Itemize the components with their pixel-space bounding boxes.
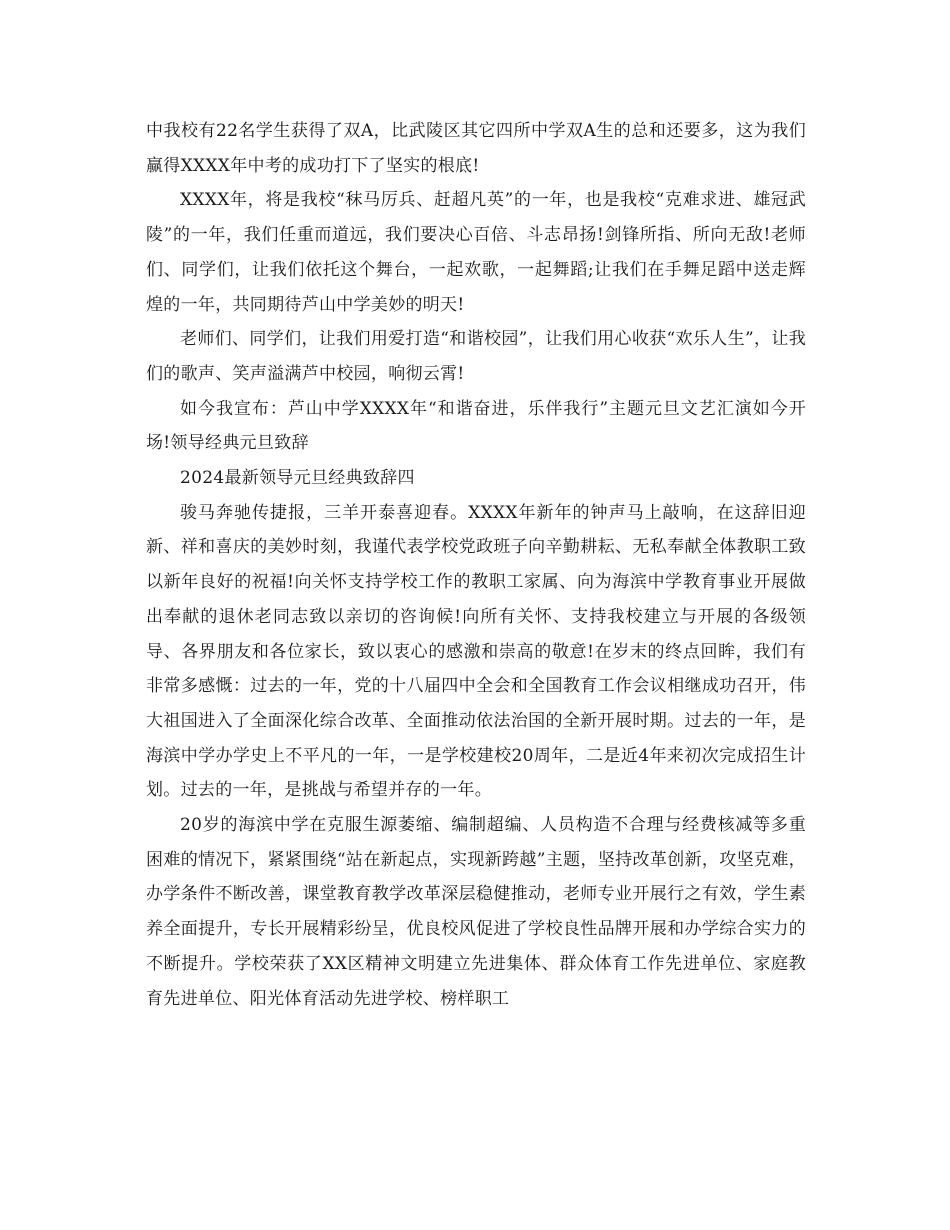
paragraph-announcement: 如今我宣布：芦山中学XXXX年“和谐奋进，乐伴我行”主题元旦文艺汇演如今开场!领导经典元旦致辞 — [146, 398, 806, 454]
paragraph-harmony-campus: 老师们、同学们，让我们用爱打造“和谐校园”，让我们用心收获“欢乐人生”，让我们的歌声、笑声溢满芦中校园，响彻云霄! — [146, 329, 806, 384]
section-title: 2024最新领导元旦经典致辞四 — [180, 468, 415, 489]
paragraph-next-year: XXXX年，将是我校“秣马厉兵、赶超凡英”的一年，也是我校“克难求进、雄冠武陵”的一年，我们任重而道远，我们要决心百倍、斗志昂扬!剑锋所指、所向无敌!老师们、同学们，让我们依托这个舞台，一起欢歌，一起舞蹈;让我们在手舞足蹈中送走辉煌的一年，共同期待芦山中学美妙的明天! — [146, 190, 806, 315]
paragraph-continuation: 中我校有22名学生获得了双A，比武陵区其它四所中学双A生的总和还要多，这为我们赢得XXXX年中考的成功打下了坚实的根底! — [146, 121, 806, 176]
paragraph-school-achievements: 20岁的海滨中学在克服生源萎缩、编制超编、人员构造不合理与经费核减等多重困难的情况下，紧紧围绕“站在新起点，实现新跨越”主题，坚持改革创新，攻坚克难，办学条件不断改善，课堂教育教学改革深层稳健推动，老师专业开展行之有效，学生素养全面提升，专长开展精彩纷呈，优良校风促进了学校良性品牌开展和办学综合实力的不断提升。学校荣获了XX区精神文明建立先进集体、群众体育工作先进单位、家庭教育先进单位、阳光体育活动先进学校、榜样职工 — [146, 815, 806, 1009]
document-body — [146, 114, 806, 1016]
paragraph-new-year-greeting: 骏马奔驰传捷报，三羊开泰喜迎春。XXXX年新年的钟声马上敲响，在这辞旧迎新、祥和喜庆的美妙时刻，我谨代表学校党政班子向辛勤耕耘、无私奉献全体教职工致以新年良好的祝福!向关怀支持学校工作的教职工家属、向为海滨中学教育事业开展做出奉献的退休老同志致以亲切的咨询候!向所有关怀、支持我校建立与开展的各级领导、各界朋友和各位家长，致以衷心的感激和崇高的敬意!在岁末的终点回眸，我们有非常多感慨：过去的一年，党的十八届四中全会和全国教育工作会议相继成功召开，伟大祖国进入了全面深化综合改革、全面推动依法治国的全新开展时期。过去的一年，是海滨中学办学史上不平凡的一年，一是学校建校20周年，二是近4年来初次完成招生计划。过去的一年，是挑战与希望并存的一年。 — [146, 502, 806, 801]
